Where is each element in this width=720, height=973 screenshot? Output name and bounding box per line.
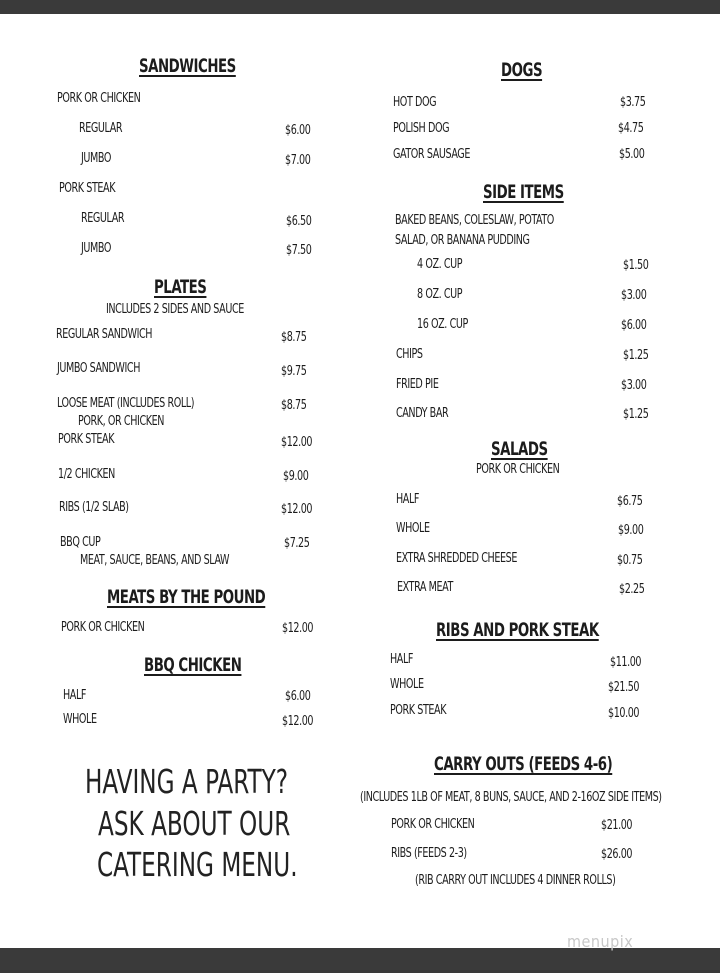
menu-item: WHOLE: [390, 677, 424, 692]
menu-price: $6.50: [286, 214, 312, 229]
carry-outs-ribs-note: (RIB CARRY OUT INCLUDES 4 DINNER ROLLS): [415, 873, 616, 888]
menu-item: REGULAR: [79, 121, 123, 136]
menu-price: $12.00: [281, 435, 313, 450]
side-items-heading: SIDE ITEMS: [483, 181, 564, 203]
menu-item: REGULAR: [81, 211, 125, 226]
menu-item: 1/2 CHICKEN: [58, 467, 115, 482]
top-border: [0, 0, 720, 14]
menu-price: $7.25: [284, 536, 310, 551]
menu-item: PORK STEAK: [390, 703, 447, 718]
menu-price: $9.00: [618, 523, 644, 538]
menu-item: PORK STEAK: [58, 432, 115, 447]
menu-item: RIBS (FEEDS 2-3): [391, 846, 467, 861]
bbq-chicken-heading: BBQ CHICKEN: [144, 654, 242, 676]
menu-item: HALF: [390, 652, 413, 667]
menu-item-detail: MEAT, SAUCE, BEANS, AND SLAW: [80, 553, 230, 568]
menu-price: $12.00: [282, 621, 314, 636]
menu-price: $4.75: [618, 121, 644, 136]
menu-item: JUMBO SANDWICH: [57, 361, 140, 376]
menu-item: WHOLE: [63, 712, 97, 727]
menu-item: PORK OR CHICKEN: [61, 620, 145, 635]
menu-price: $1.25: [623, 348, 649, 363]
menu-price: $3.00: [621, 288, 647, 303]
menu-price: $5.00: [619, 147, 645, 162]
menu-item: WHOLE: [396, 521, 430, 536]
menu-item-detail: PORK, OR CHICKEN: [78, 414, 165, 429]
carry-outs-heading: CARRY OUTS (FEEDS 4-6): [434, 753, 613, 775]
menu-price: $26.00: [601, 847, 633, 862]
menu-item: PORK OR CHICKEN: [57, 91, 141, 106]
salads-heading: SALADS: [491, 438, 548, 460]
menu-price: $21.00: [601, 818, 633, 833]
menu-price: $21.50: [608, 680, 640, 695]
menu-price: $8.75: [281, 330, 307, 345]
menu-price: $10.00: [608, 706, 640, 721]
meats-heading: MEATS BY THE POUND: [107, 586, 266, 608]
menu-price: $6.00: [285, 123, 311, 138]
menu-price: $0.75: [617, 553, 643, 568]
menu-price: $2.25: [619, 582, 645, 597]
side-items-desc: SALAD, OR BANANA PUDDING: [395, 233, 530, 248]
menu-item: EXTRA SHREDDED CHEESE: [396, 551, 517, 566]
salads-subtitle: PORK OR CHICKEN: [476, 462, 560, 477]
menu-price: $1.25: [623, 407, 649, 422]
menu-price: $8.75: [281, 398, 307, 413]
menu-price: $1.50: [623, 258, 649, 273]
menu-item: RIBS (1/2 SLAB): [59, 500, 129, 515]
menu-price: $6.75: [617, 494, 643, 509]
menu-price: $7.00: [285, 153, 311, 168]
plates-heading: PLATES: [154, 276, 207, 298]
side-items-desc: BAKED BEANS, COLESLAW, POTATO: [395, 213, 554, 228]
menu-price: $3.00: [621, 378, 647, 393]
menu-price: $9.00: [283, 469, 309, 484]
party-line-2: ASK ABOUT OUR: [98, 804, 291, 843]
menu-item: 16 OZ. CUP: [417, 317, 468, 332]
plates-subtitle: INCLUDES 2 SIDES AND SAUCE: [106, 302, 244, 317]
party-line-1: HAVING A PARTY?: [85, 762, 289, 801]
menu-price: $12.00: [282, 714, 314, 729]
menu-item: CHIPS: [396, 347, 423, 362]
menu-price: $6.00: [285, 689, 311, 704]
menu-item: GATOR SAUSAGE: [393, 147, 470, 162]
menu-item: LOOSE MEAT (INCLUDES ROLL): [57, 396, 195, 411]
menu-item: HOT DOG: [393, 95, 437, 110]
ribs-steak-heading: RIBS AND PORK STEAK: [436, 619, 599, 641]
menu-item: BBQ CUP: [60, 535, 101, 550]
watermark: menupix: [567, 932, 634, 951]
menu-price: $11.00: [610, 655, 642, 670]
menu-price: $6.00: [621, 318, 647, 333]
carry-outs-note: (INCLUDES 1LB OF MEAT, 8 BUNS, SAUCE, AND 2-16OZ SIDE ITEMS): [360, 790, 662, 805]
menu-item: FRIED PIE: [396, 377, 439, 392]
menu-item: PORK OR CHICKEN: [391, 817, 475, 832]
menu-price: $3.75: [620, 95, 646, 110]
dogs-heading: DOGS: [501, 59, 543, 81]
menu-item: EXTRA MEAT: [397, 580, 453, 595]
menu-item: POLISH DOG: [393, 121, 450, 136]
menu-item: CANDY BAR: [396, 406, 449, 421]
menu-price: $9.75: [281, 364, 307, 379]
menu-item: 8 OZ. CUP: [417, 287, 463, 302]
menu-item: HALF: [63, 688, 86, 703]
menu-item: JUMBO: [81, 151, 112, 166]
menu-item: HALF: [396, 492, 419, 507]
party-line-3: CATERING MENU.: [97, 845, 298, 884]
menu-item: 4 OZ. CUP: [417, 257, 463, 272]
sandwiches-heading: SANDWICHES: [139, 55, 236, 77]
menu-price: $7.50: [286, 243, 312, 258]
menu-item: REGULAR SANDWICH: [56, 327, 153, 342]
bottom-border: [0, 948, 720, 973]
menu-item: JUMBO: [81, 241, 112, 256]
menu-item: PORK STEAK: [59, 181, 116, 196]
menu-price: $12.00: [281, 502, 313, 517]
